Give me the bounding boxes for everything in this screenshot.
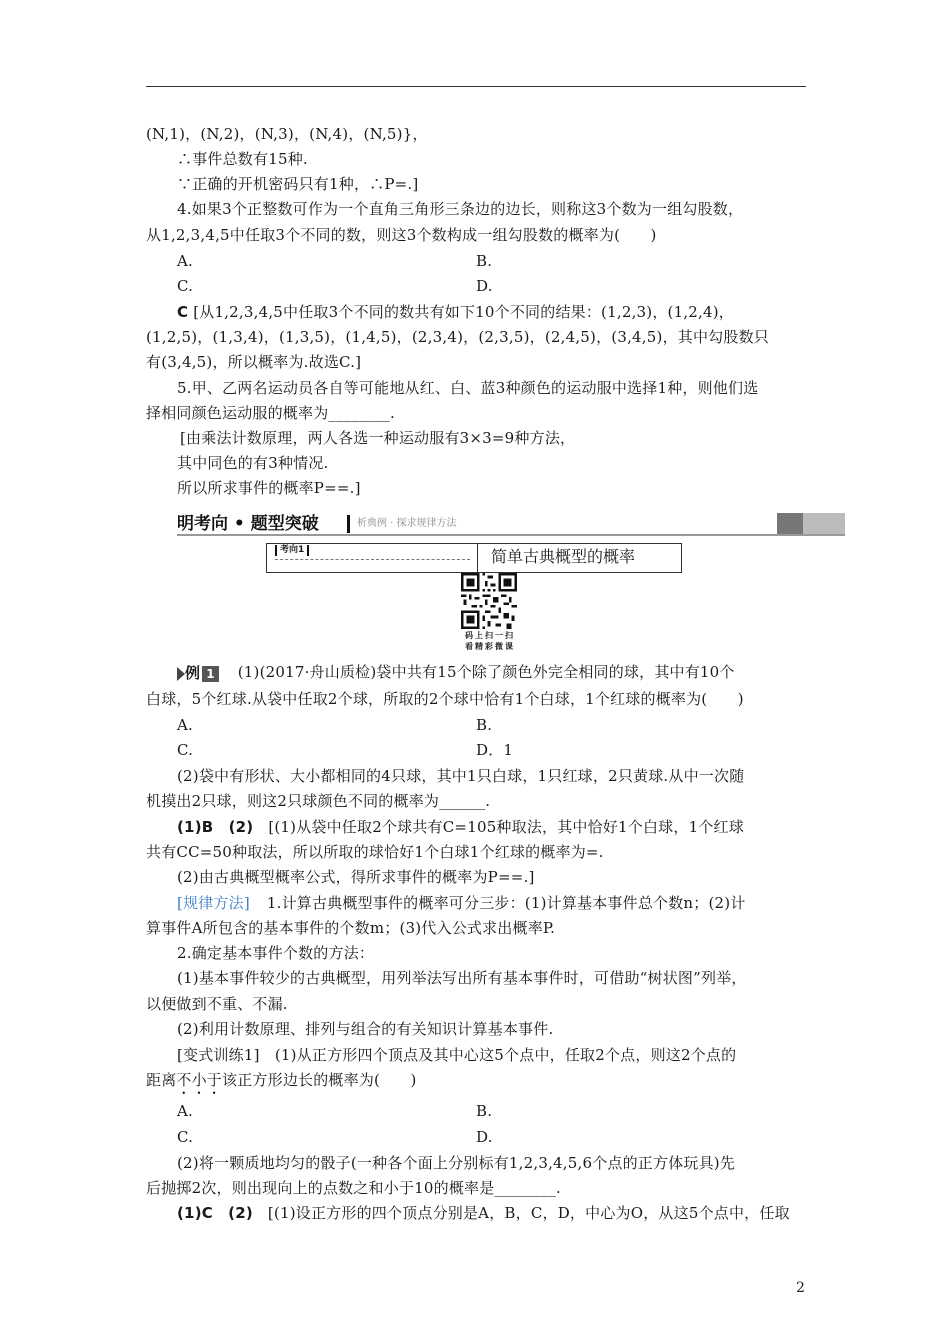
q5-solution-line: 其中同色的有3种情况. (177, 454, 329, 472)
example-line: 白球，5个红球.从袋中任取2个球，所取的2个球中恰有1个白球，1个红球的概率为( ) (146, 690, 744, 708)
variant-text: 该正方形边长的概率为( ) (222, 1071, 417, 1089)
topic-dash (275, 559, 470, 560)
method-line: (2)利用计数原理、排列与组合的有关知识计算基本事件. (177, 1020, 554, 1038)
example-solution-line: 共有CC=50种取法，所以所取的球恰好1个白球1个红球的概率为=. (146, 843, 604, 861)
option-b: B. (476, 1102, 493, 1120)
option-a: A. (177, 1102, 194, 1120)
method-line: 2.确定基本事件个数的方法： (177, 944, 375, 962)
example-1-line (177, 662, 735, 683)
qr-caption-line: 码上扫一扫 (465, 631, 515, 640)
option-c: C. (177, 1128, 194, 1146)
example-solution-line (177, 817, 744, 837)
example-marker (177, 663, 219, 683)
variant-solution-text: [(1)设正方形的四个顶点分别是A，B，C，D，中心为O，从这5个点中，任取 (267, 1204, 790, 1222)
example-part2-line: (2)袋中有形状、大小都相同的4只球，其中1只白球，1只红球，2只黄球.从中一次随 (177, 767, 745, 785)
example-text: (1)(2017·舟山质检)袋中共有15个除了颜色外完全相同的球，其中有10个 (237, 663, 735, 681)
variant-emphasis: 不小于 (176, 1071, 223, 1089)
section-subtitle: 析典例 · 探求规律方法 (357, 518, 457, 529)
variant-solution-line (177, 1203, 790, 1223)
q4-answer: C (177, 303, 189, 321)
q4-solution-line: (1,2,5)，(1,3,4)，(1,3,5)，(1,4,5)，(2,3,4)，(2,3,5)，(2,4,5)，(3,4,5)，其中勾股数只 (146, 328, 769, 346)
banner-block-light (803, 513, 845, 534)
topic-divider (477, 544, 478, 572)
section-title: 明考向 • 题型突破 (177, 514, 319, 534)
option-c: C. (177, 741, 194, 759)
option-d: D．1 (476, 741, 514, 759)
question-5-line: 择相同颜色运动服的概率为________. (146, 404, 395, 422)
example-word: 例 (185, 664, 201, 682)
option-d: D. (476, 1128, 493, 1146)
example-number: 1 (202, 666, 219, 682)
topic-box (266, 543, 682, 573)
variant-text: 距离 (146, 1071, 177, 1089)
option-a: A. (177, 252, 194, 270)
q4-solution-line: 有(3,4,5)，所以概率为.故选C.] (146, 353, 362, 371)
question-5-line: 5.甲、乙两名运动员各自等可能地从红、白、蓝3种颜色的运动服中选择1种，则他们选 (177, 379, 759, 397)
question-4-line: 4.如果3个正整数可作为一个直角三角形三条边的边长，则称这3个数为一组勾股数， (177, 200, 744, 218)
text-line: (N,1)，(N,2)，(N,3)，(N,4)，(N,5)}， (146, 125, 428, 143)
question-4-line: 从1,2,3,4,5中任取3个不同的数，则这3个数构成一组勾股数的概率为( ) (146, 226, 657, 244)
example-solution-text: [(1)从袋中任取2个球共有C=105种取法，其中恰好1个白球，1个红球 (268, 818, 744, 836)
text-line: ∵正确的开机密码只有1种，∴P=.] (177, 175, 419, 193)
method-text: 1.计算古典概型事件的概率可分三步：(1)计算基本事件总个数n；(2)计 (266, 894, 746, 912)
header-rule (146, 86, 806, 87)
variant-part2-line: 后抛掷2次，则出现向上的点数之和小于10的概率是________. (146, 1179, 562, 1197)
option-b: B. (476, 716, 493, 734)
example-answer: (1)B (2) (177, 818, 254, 836)
variant-answer: (1)C (2) (177, 1204, 253, 1222)
text-line: ∴事件总数有15种. (177, 150, 308, 168)
section-banner (177, 513, 845, 535)
method-line: 算事件A所包含的基本事件的个数m；(3)代入公式求出概率P. (146, 919, 556, 937)
option-c: C. (177, 277, 194, 295)
method-line: (1)基本事件较少的古典概型，用列举法写出所有基本事件时，可借助“树状图”列举， (177, 969, 747, 987)
method-line (177, 893, 746, 913)
topic-title: 简单古典概型的概率 (491, 547, 636, 566)
qr-caption (458, 630, 522, 652)
option-b: B. (476, 252, 493, 270)
banner-divider (347, 515, 350, 533)
example-part2-line: 机摸出2只球，则这2只球颜色不同的概率为______. (146, 792, 491, 810)
page-number: 2 (796, 1280, 805, 1296)
qr-code-icon[interactable] (461, 573, 517, 629)
q5-solution-line: 所以所求事件的概率P==.] (177, 479, 361, 497)
variant-part2-line: (2)将一颗质地均匀的骰子(一种各个面上分别标有1,2,3,4,5,6个点的正方体玩具)先 (177, 1154, 736, 1172)
q4-solution-line (177, 302, 734, 322)
option-d: D. (476, 277, 493, 295)
topic-label: 考向1 (275, 545, 309, 556)
q4-solution-text: [从1,2,3,4,5中任取3个不同的数共有如下10个不同的结果：(1,2,3)，(1,2,4)， (193, 303, 735, 321)
variant-line (146, 1070, 417, 1098)
option-a: A. (177, 716, 194, 734)
example-solution-line: (2)由古典概型概率公式，得所求事件的概率为P==.] (177, 868, 535, 886)
variant-line: [变式训练1] (1)从正方形四个顶点及其中心这5个点中，任取2个点，则这2个点的 (177, 1046, 737, 1064)
banner-rule (177, 534, 845, 536)
triangle-icon (177, 667, 185, 681)
banner-block-dark (777, 513, 803, 534)
q5-solution-line: [由乘法计数原理，两人各选一种运动服有3×3=9种方法， (180, 429, 576, 447)
qr-caption-line: 看精彩微课 (465, 642, 515, 651)
method-line: 以便做到不重、不漏. (146, 995, 288, 1013)
method-tag: [规律方法] (177, 894, 250, 912)
